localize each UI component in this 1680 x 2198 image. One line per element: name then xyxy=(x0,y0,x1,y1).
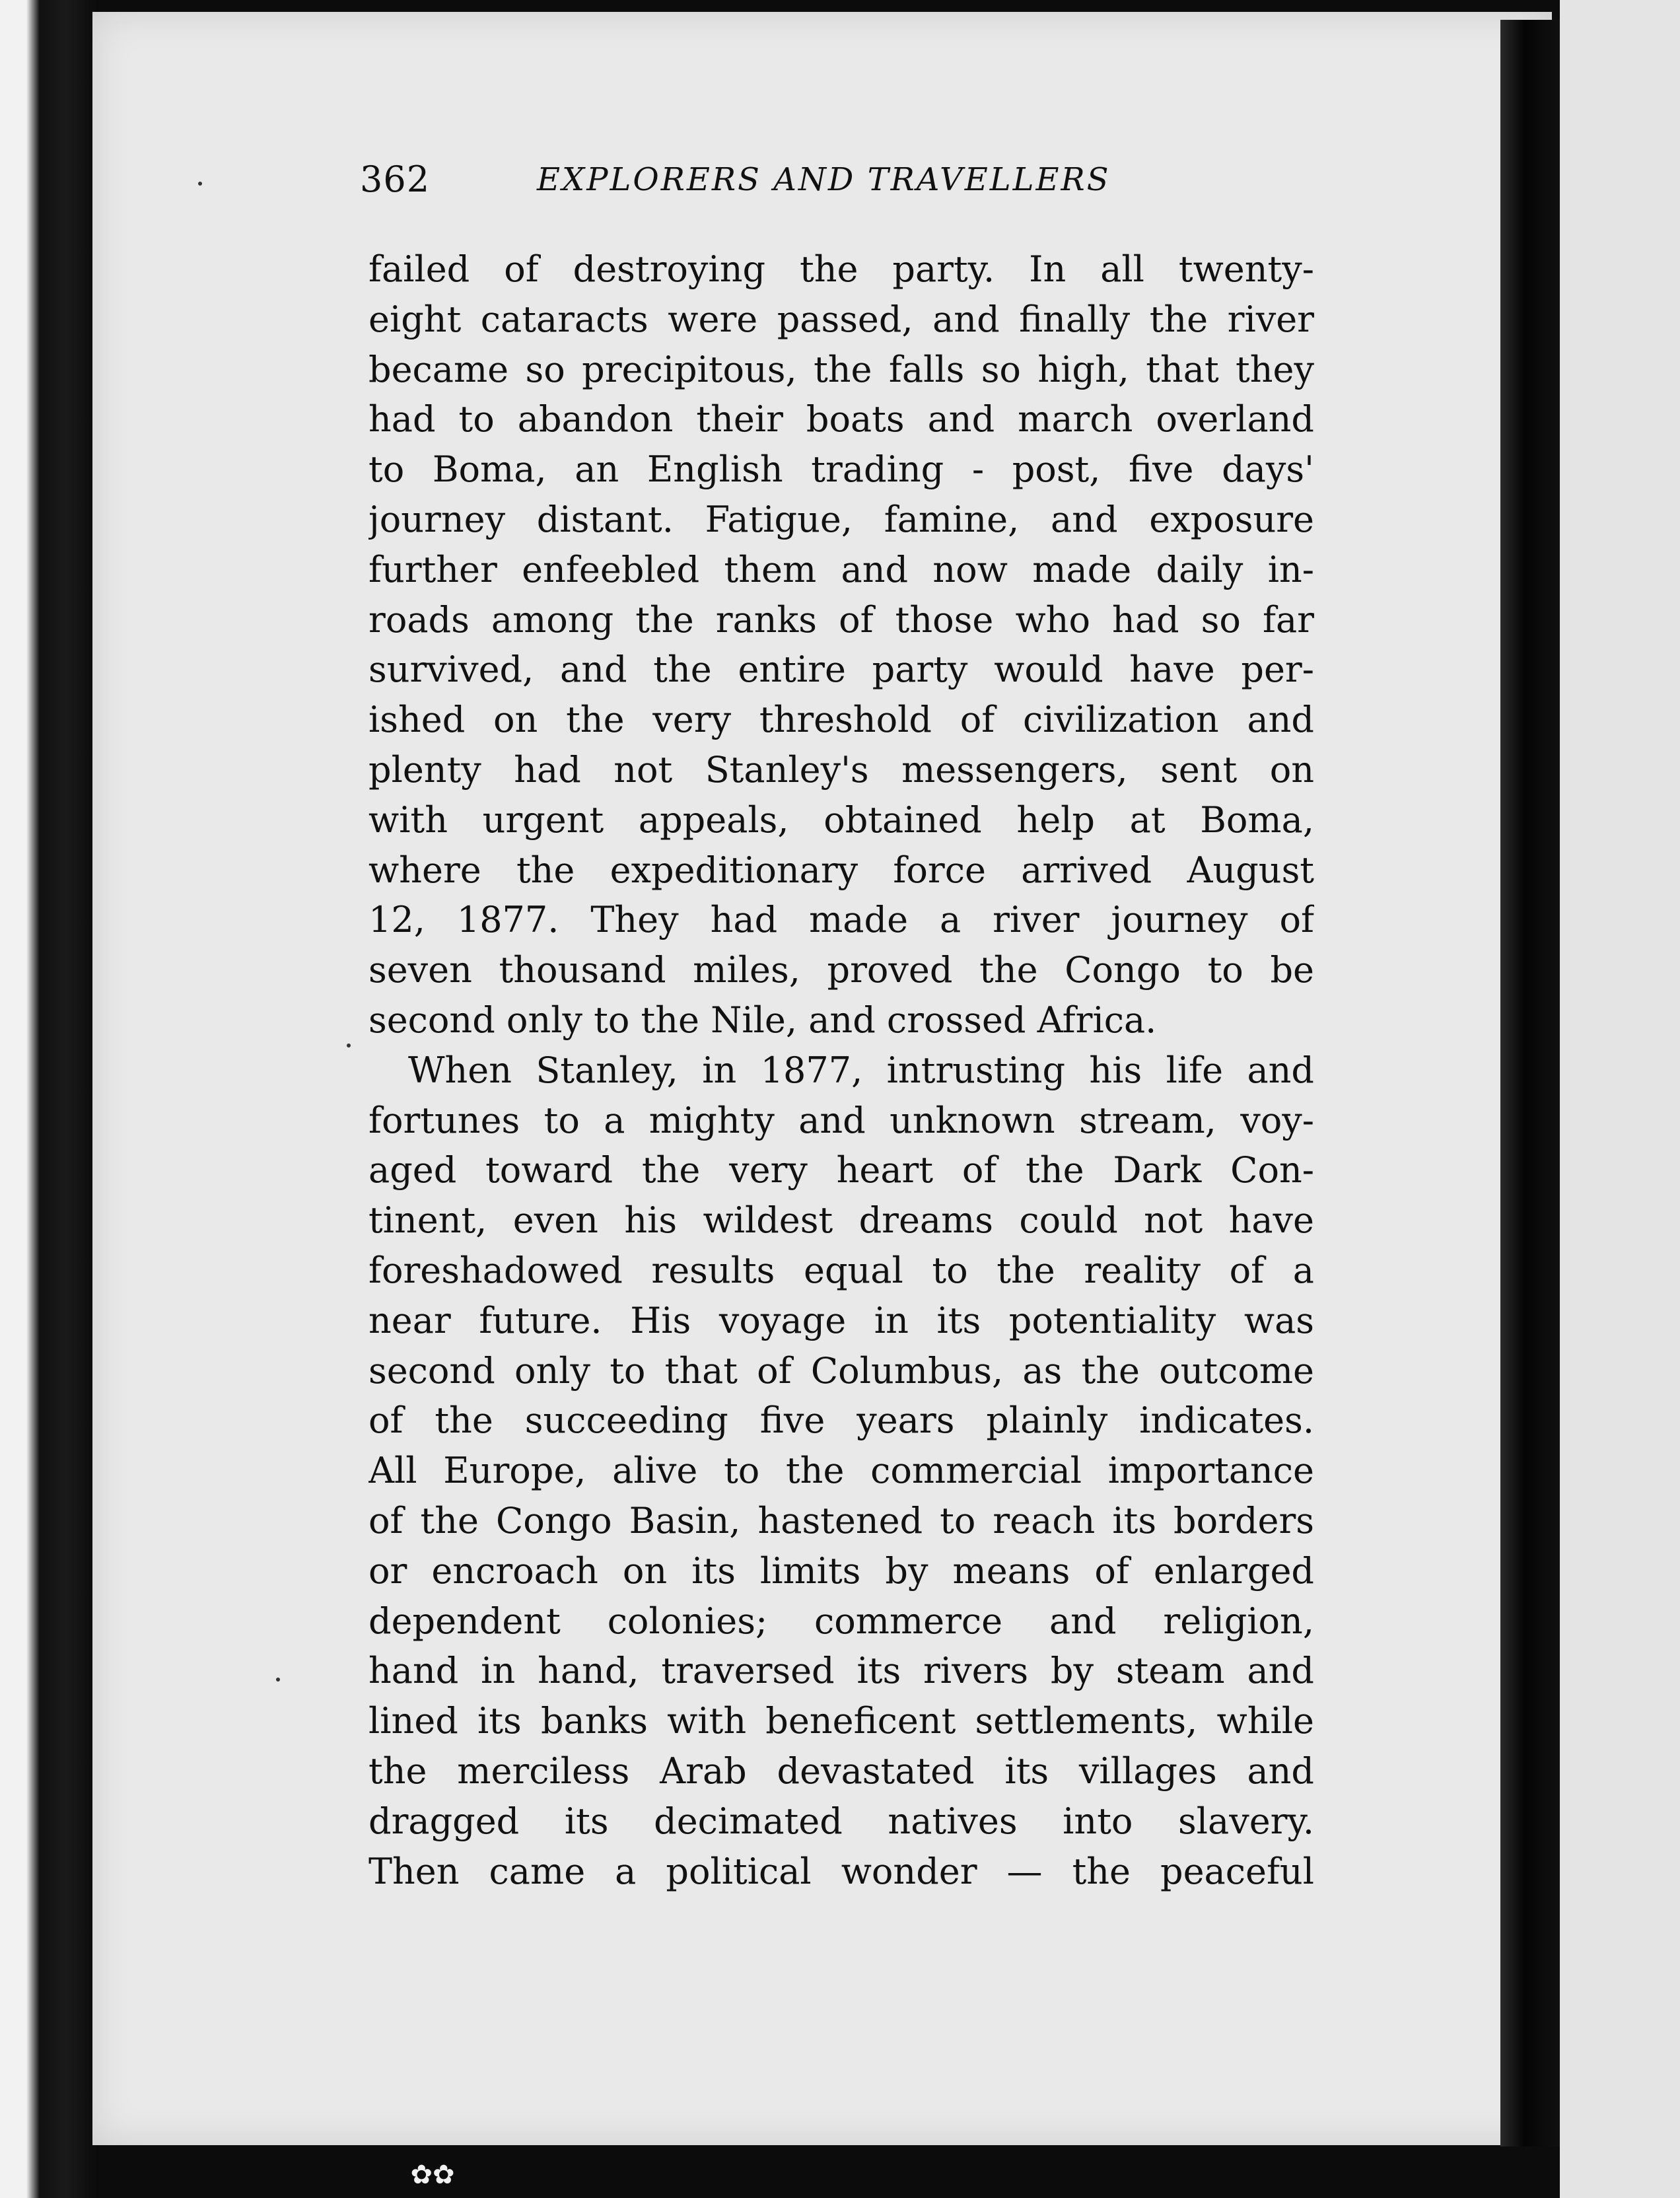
text-line: journey distant. Fatigue, famine, and exposure xyxy=(368,498,1314,540)
text-line: ished on the very threshold of civilization and xyxy=(368,699,1314,741)
page-dark-edge xyxy=(1500,20,1560,2146)
text-line: plenty had not Stanley's messengers, sent on xyxy=(368,748,1314,791)
text-line: survived, and the entire party would have per- xyxy=(368,649,1314,691)
text-line: 12, 1877. They had made a river journey of xyxy=(368,899,1314,941)
binding-mark-icon: ✿✿ xyxy=(410,2160,455,2190)
text-line: had to abandon their boats and march overland xyxy=(368,398,1314,441)
text-line: When Stanley, in 1877, intrusting his life and xyxy=(408,1049,1314,1091)
book-spine xyxy=(0,0,99,2198)
text-line: foreshadowed results equal to the reality of a xyxy=(368,1249,1314,1291)
next-page-edge xyxy=(1560,0,1680,2198)
text-line: seven thousand miles, proved the Congo to be xyxy=(368,949,1314,991)
text-line: became so precipitous, the falls so high, that they xyxy=(368,348,1314,390)
text-line: second only to that of Columbus, as the outcome xyxy=(368,1349,1314,1392)
text-line: dragged its decimated natives into slavery. xyxy=(368,1800,1314,1842)
page-number: 362 xyxy=(360,159,431,200)
text-line: failed of destroying the party. In all twenty- xyxy=(368,248,1314,290)
text-line: where the expeditionary force arrived August xyxy=(368,849,1314,891)
text-line: to Boma, an English trading - post, five days' xyxy=(368,448,1314,491)
text-line: second only to the Nile, and crossed Africa. xyxy=(368,999,1157,1041)
text-line: fortunes to a mighty and unknown stream, voy- xyxy=(368,1099,1314,1141)
text-line: tinent, even his wildest dreams could not have xyxy=(368,1199,1314,1242)
text-line: lined its banks with beneficent settlements, while xyxy=(368,1700,1314,1742)
text-line: further enfeebled them and now made daily in- xyxy=(368,548,1314,590)
text-line: or encroach on its limits by means of enlarged xyxy=(368,1549,1314,1592)
running-head: EXPLORERS AND TRAVELLERS xyxy=(537,161,1111,198)
text-line: near future. His voyage in its potentiality was xyxy=(368,1299,1314,1341)
body-text xyxy=(368,244,1314,1896)
dust-speck xyxy=(347,1044,351,1047)
text-line: hand in hand, traversed its rivers by steam and xyxy=(368,1650,1314,1692)
text-line: roads among the ranks of those who had so far xyxy=(368,598,1314,641)
text-line: eight cataracts were passed, and finally the river xyxy=(368,298,1314,340)
text-line: All Europe, alive to the commercial importance xyxy=(368,1450,1314,1492)
text-line: aged toward the very heart of the Dark Con- xyxy=(368,1149,1314,1191)
text-line: dependent colonies; commerce and religion, xyxy=(368,1600,1314,1642)
dust-speck xyxy=(198,182,202,186)
page-header xyxy=(360,159,1317,218)
text-line: the merciless Arab devastated its villages and xyxy=(368,1750,1314,1792)
text-line: with urgent appeals, obtained help at Boma, xyxy=(368,798,1314,841)
text-line: of the succeeding five years plainly indicates. xyxy=(368,1400,1314,1442)
text-line: of the Congo Basin, hastened to reach its borders xyxy=(368,1499,1314,1542)
dust-speck xyxy=(276,1678,280,1682)
text-line: Then came a political wonder — the peaceful xyxy=(368,1850,1314,1892)
